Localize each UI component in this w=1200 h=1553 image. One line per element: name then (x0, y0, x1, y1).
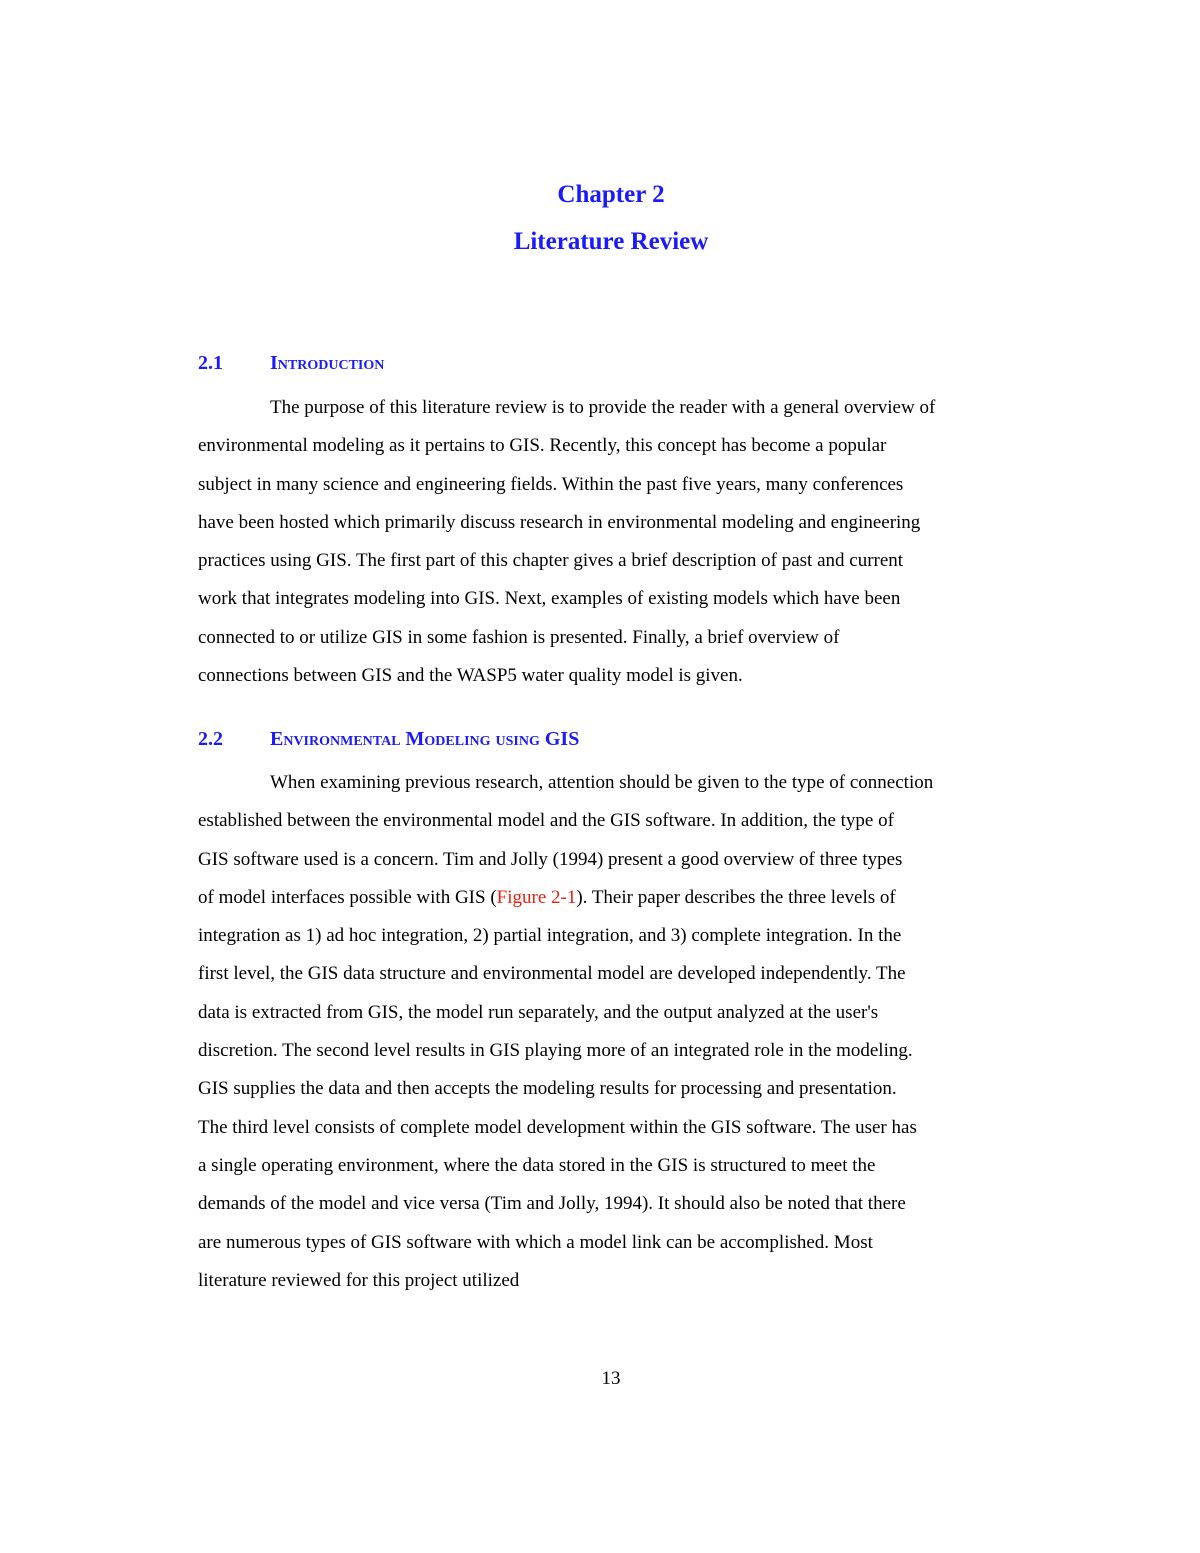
text-line: subject in many science and engineering fields. Within the past five years, many conferences (198, 473, 904, 495)
text-line: GIS supplies the data and then accepts the modeling results for processing and presentation. (198, 1078, 897, 1100)
section-number: 2.2 (198, 728, 223, 750)
text-line: connected to or utilize GIS in some fashion is presented. Finally, a brief overview of (198, 626, 840, 648)
text-line: GIS software used is a concern. Tim and Jolly (1994) present a good overview of three types (198, 848, 903, 870)
text-line: The third level consists of complete model development within the GIS software. The user has (198, 1116, 917, 1138)
chapter-title: Literature Review (513, 228, 709, 255)
text-line: work that integrates modeling into GIS. Next, examples of existing models which have been (198, 588, 901, 610)
section-heading-2-1 (198, 351, 384, 375)
figure-2-1-link[interactable]: Figure 2-1 (496, 886, 577, 908)
section-title: Environmental Modeling using GIS (270, 728, 580, 750)
text-line: integration as 1) ad hoc integration, 2) partial integration, and 3) complete integration. In the (198, 925, 902, 947)
paragraph-introduction (198, 389, 1038, 695)
page-number: 13 (601, 1368, 621, 1389)
section-title: Introduction (270, 352, 385, 374)
text-line: connections between GIS and the WASP5 water quality model is given. (198, 665, 743, 687)
text-segment: of model interfaces possible with GIS ( (198, 886, 497, 908)
text-line: When examining previous research, attention should be given to the type of connection (270, 772, 934, 793)
text-line: established between the environmental model and the GIS software. In addition, the type of (198, 810, 894, 832)
section-number: 2.1 (198, 352, 223, 374)
text-line: a single operating environment, where the data stored in the GIS is structured to meet the (198, 1154, 876, 1176)
text-line: The purpose of this literature review is to provide the reader with a general overview of (270, 397, 936, 418)
chapter-number: Chapter 2 (557, 181, 665, 208)
section-heading-2-2 (198, 727, 579, 751)
text-line: practices using GIS. The first part of this chapter gives a brief description of past and current (198, 550, 904, 572)
text-line: have been hosted which primarily discuss research in environmental modeling and engineering (198, 511, 921, 533)
paragraph-environmental-modeling (198, 764, 1038, 1300)
text-segment: ). Their paper describes the three levels of (576, 886, 896, 908)
text-line: data is extracted from GIS, the model run separately, and the output analyzed at the user's (198, 1001, 879, 1023)
text-line: demands of the model and vice versa (Tim and Jolly, 1994). It should also be noted that there (198, 1193, 906, 1215)
text-line: environmental modeling as it pertains to GIS. Recently, this concept has become a popular (198, 435, 887, 457)
text-line: discretion. The second level results in GIS playing more of an integrated role in the modeling. (198, 1040, 913, 1062)
text-line-with-figure-ref (198, 879, 1038, 917)
text-line: are numerous types of GIS software with which a model link can be accomplished. Most (198, 1231, 873, 1253)
text-line: first level, the GIS data structure and environmental model are developed independently. The (198, 963, 906, 985)
text-line: literature reviewed for this project utilized (198, 1269, 520, 1291)
